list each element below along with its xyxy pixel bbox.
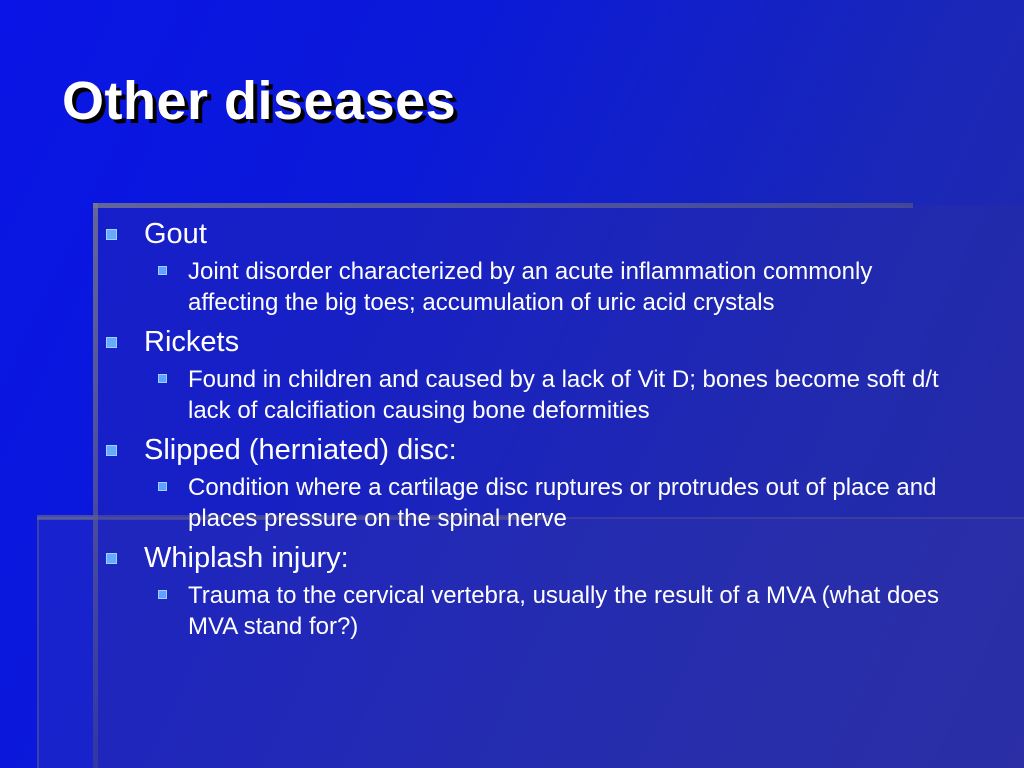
- square-bullet-icon: [106, 229, 117, 240]
- sub-bullet-text: Trauma to the cervical vertebra, usually the result of a MVA (what does MVA stand for?): [188, 582, 940, 640]
- bullet-label: Rickets: [144, 326, 240, 358]
- sub-bullet-slipped-disc: [104, 472, 984, 534]
- sub-bullet-text: Found in children and caused by a lack of Vit D; bones become soft d/t lack of calcifiation causing bone deformities: [188, 366, 939, 424]
- square-bullet-icon: [158, 374, 167, 383]
- bullet-item-gout: [104, 216, 984, 252]
- square-bullet-icon: [158, 266, 167, 275]
- bullet-item-slipped-disc: [104, 432, 984, 468]
- square-bullet-icon: [106, 337, 117, 348]
- sub-bullet-text: Joint disorder characterized by an acute inflammation commonly affecting the big toes; accumulation of uric acid crystals: [188, 258, 873, 316]
- decorative-panel-front-left-edge: [93, 203, 98, 768]
- bullet-label: Gout: [144, 218, 207, 250]
- square-bullet-icon: [158, 482, 167, 491]
- bullet-list: [104, 216, 984, 648]
- slide-title: Other diseases: [62, 71, 457, 131]
- bullet-label: Slipped (herniated) disc:: [144, 434, 457, 466]
- square-bullet-icon: [158, 590, 167, 599]
- decorative-panel-front-top-edge: [93, 203, 913, 208]
- square-bullet-icon: [106, 445, 117, 456]
- bullet-label: Whiplash injury:: [144, 542, 349, 574]
- bullet-item-whiplash: [104, 540, 984, 576]
- square-bullet-icon: [106, 553, 117, 564]
- bullet-item-rickets: [104, 324, 984, 360]
- sub-bullet-rickets: [104, 364, 984, 426]
- sub-bullet-text: Condition where a cartilage disc ruptures or protrudes out of place and places pressure on the spinal nerve: [188, 474, 937, 532]
- sub-bullet-gout: [104, 256, 984, 318]
- sub-bullet-whiplash: [104, 580, 984, 642]
